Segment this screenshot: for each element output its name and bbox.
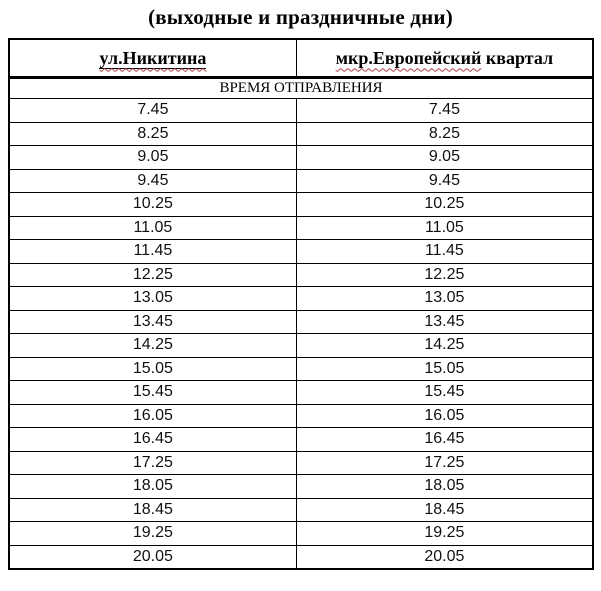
- time-cell: 11.45: [296, 240, 593, 264]
- time-cell: 11.45: [9, 240, 296, 264]
- time-cell: 16.45: [9, 428, 296, 452]
- time-cell: 18.05: [296, 475, 593, 499]
- col-header-evropeyskiy-kvartal: [296, 39, 593, 78]
- schedule-row: [9, 522, 593, 546]
- time-cell: 8.25: [9, 122, 296, 146]
- schedule-row: [9, 216, 593, 240]
- time-cell: 11.05: [9, 216, 296, 240]
- time-cell: 18.45: [9, 498, 296, 522]
- time-cell: 7.45: [9, 99, 296, 123]
- time-cell: 19.25: [9, 522, 296, 546]
- section-header-departure-time: ВРЕМЯ ОТПРАВЛЕНИЯ: [9, 78, 593, 99]
- time-cell: 8.25: [296, 122, 593, 146]
- schedule-row: [9, 357, 593, 381]
- schedule-row: [9, 193, 593, 217]
- col-header-kvartal-label: квартал: [481, 47, 554, 68]
- time-cell: 14.25: [296, 334, 593, 358]
- col-header-evropeyskiy-label: мкр.Европейский: [335, 47, 482, 68]
- schedule-row: [9, 122, 593, 146]
- schedule-row: [9, 451, 593, 475]
- time-cell: 15.05: [296, 357, 593, 381]
- time-cell: 13.05: [9, 287, 296, 311]
- time-cell: 9.45: [9, 169, 296, 193]
- time-cell: 9.05: [9, 146, 296, 170]
- time-cell: 13.45: [296, 310, 593, 334]
- schedule-row: [9, 334, 593, 358]
- time-cell: 7.45: [296, 99, 593, 123]
- table-header-row: [9, 39, 593, 78]
- schedule-table: [8, 38, 594, 570]
- time-cell: 20.05: [296, 545, 593, 569]
- time-cell: 13.45: [9, 310, 296, 334]
- time-cell: 15.45: [296, 381, 593, 405]
- col-header-nikitina: [9, 39, 296, 78]
- schedule-row: [9, 475, 593, 499]
- schedule-row: [9, 404, 593, 428]
- departure-rows: [9, 99, 593, 570]
- time-cell: 11.05: [296, 216, 593, 240]
- time-cell: 18.45: [296, 498, 593, 522]
- time-cell: 14.25: [9, 334, 296, 358]
- time-cell: 20.05: [9, 545, 296, 569]
- schedule-row: [9, 498, 593, 522]
- time-cell: 10.25: [9, 193, 296, 217]
- time-cell: 16.05: [296, 404, 593, 428]
- time-cell: 15.45: [9, 381, 296, 405]
- schedule-row: [9, 428, 593, 452]
- schedule-row: [9, 310, 593, 334]
- schedule-row: [9, 263, 593, 287]
- time-cell: 19.25: [296, 522, 593, 546]
- time-cell: 12.25: [296, 263, 593, 287]
- section-header-row: [9, 78, 593, 99]
- schedule-row: [9, 381, 593, 405]
- schedule-row: [9, 240, 593, 264]
- time-cell: 16.45: [296, 428, 593, 452]
- time-cell: 9.05: [296, 146, 593, 170]
- time-cell: 10.25: [296, 193, 593, 217]
- time-cell: 15.05: [9, 357, 296, 381]
- page-title: (выходные и праздничные дни): [148, 5, 453, 29]
- schedule-row: [9, 287, 593, 311]
- time-cell: 9.45: [296, 169, 593, 193]
- time-cell: 18.05: [9, 475, 296, 499]
- time-cell: 12.25: [9, 263, 296, 287]
- col-header-nikitina-label: ул.Никитина: [99, 47, 207, 68]
- schedule-row: [9, 545, 593, 569]
- schedule-row: [9, 99, 593, 123]
- time-cell: 16.05: [9, 404, 296, 428]
- schedule-row: [9, 146, 593, 170]
- schedule-row: [9, 169, 593, 193]
- time-cell: 13.05: [296, 287, 593, 311]
- time-cell: 17.25: [296, 451, 593, 475]
- time-cell: 17.25: [9, 451, 296, 475]
